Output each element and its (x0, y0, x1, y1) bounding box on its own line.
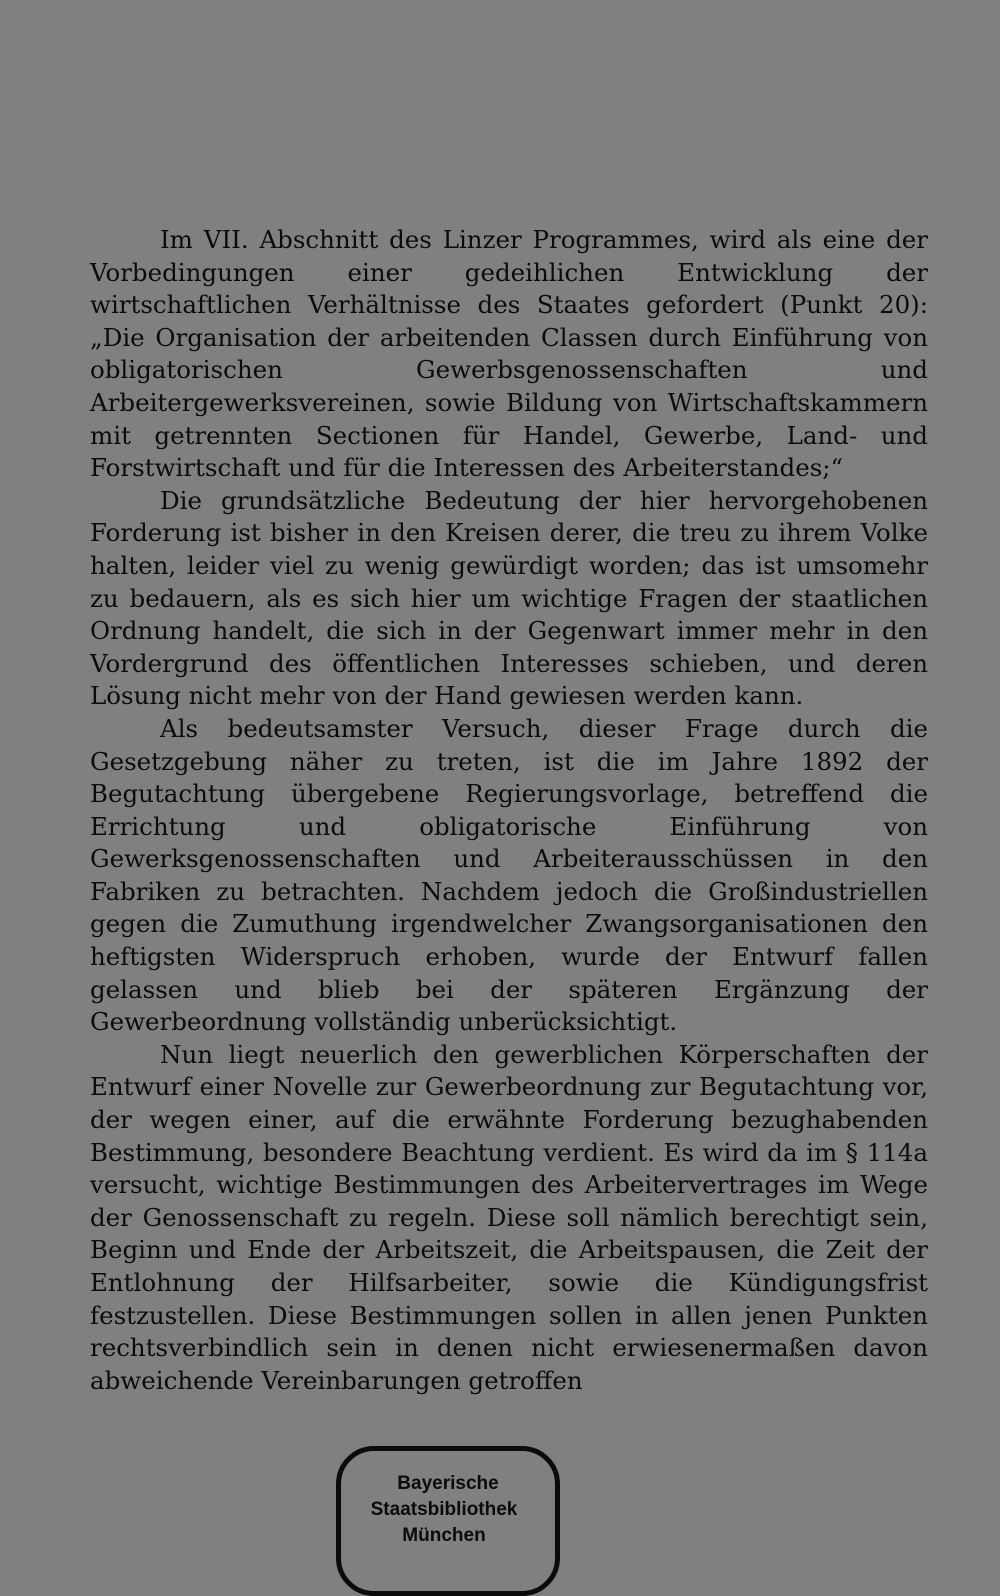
body-text (90, 224, 928, 1397)
paragraph-1: Im VII. Abschnitt des Linzer Programmes, wird als eine der Vorbedingungen einer gedeihlichen Entwicklung der wirtschaftlichen Verhältnisse des Staates gefordert (Punkt 20): „Die Organisation der arbeitenden Classen durch Einführung von obligatorischen Gewerbsgenossenschaften und Arbeitergewerksvereinen, sowie Bildung von Wirtschaftskammern mit getrennten Sectionen für Handel, Gewerbe, Land- und Forstwirtschaft und für die Interessen des Arbeiterstandes;“ (90, 225, 928, 483)
stamp-line-2: Staatsbibliothek (370, 1499, 518, 1520)
paragraph-3: Als bedeutsamster Versuch, dieser Frage durch die Gesetzgebung näher zu treten, ist die im Jahre 1892 der Begutachtung übergebene Regierungsvorlage, betreffend die Errichtung und obligatorische Einführung von Gewerksgenossenschaften und Arbeiterausschüssen in den Fabriken zu betrachten. Nachdem jedoch die Großindustriellen gegen die Zumuthung irgendwelcher Zwangsorganisationen den heftigsten Widerspruch erhoben, wurde der Entwurf fallen gelassen und blieb bei der späteren Ergänzung der Gewerbeordnung vollständig unberücksichtigt. (90, 713, 928, 1037)
stamp-line-3: München (402, 1525, 486, 1546)
stamp-line-1: Bayerische (397, 1473, 499, 1494)
library-stamp (336, 1446, 560, 1596)
paragraph-4: Nun liegt neuerlich den gewerblichen Körperschaften der Entwurf einer Novelle zur Gewerbeordnung zur Begutachtung vor, der wegen einer, auf die erwähnte Forderung bezughabenden Bestimmung, besondere Beachtung verdient. Es wird da im § 114a versucht, wichtige Bestimmungen des Arbeitervertrages im Wege der Genossenschaft zu regeln. Diese soll nämlich berechtigt sein, Beginn und Ende der Arbeitszeit, die Arbeitspausen, die Zeit der Entlohnung der Hilfsarbeiter, sowie die Kündigungsfrist festzustellen. Diese Bestimmungen sollen in allen jenen Punkten rechtsverbindlich sein in denen nicht erwiesenermaßen davon abweichende Vereinbarungen getroffen (90, 1039, 928, 1395)
library-stamp-graphic (341, 1451, 555, 1591)
paragraph-2: Die grundsätzliche Bedeutung der hier hervorgehobenen Forderung ist bisher in den Kreisen derer, die treu zu ihrem Volke halten, leider viel zu wenig gewürdigt worden; das ist umsomehr zu bedauern, als es sich hier um wichtige Fragen der staatlichen Ordnung handelt, die sich in der Gegenwart immer mehr in den Vordergrund des öffentlichen Interesses schieben, und deren Lösung nicht mehr von der Hand gewiesen werden kann. (90, 485, 928, 711)
